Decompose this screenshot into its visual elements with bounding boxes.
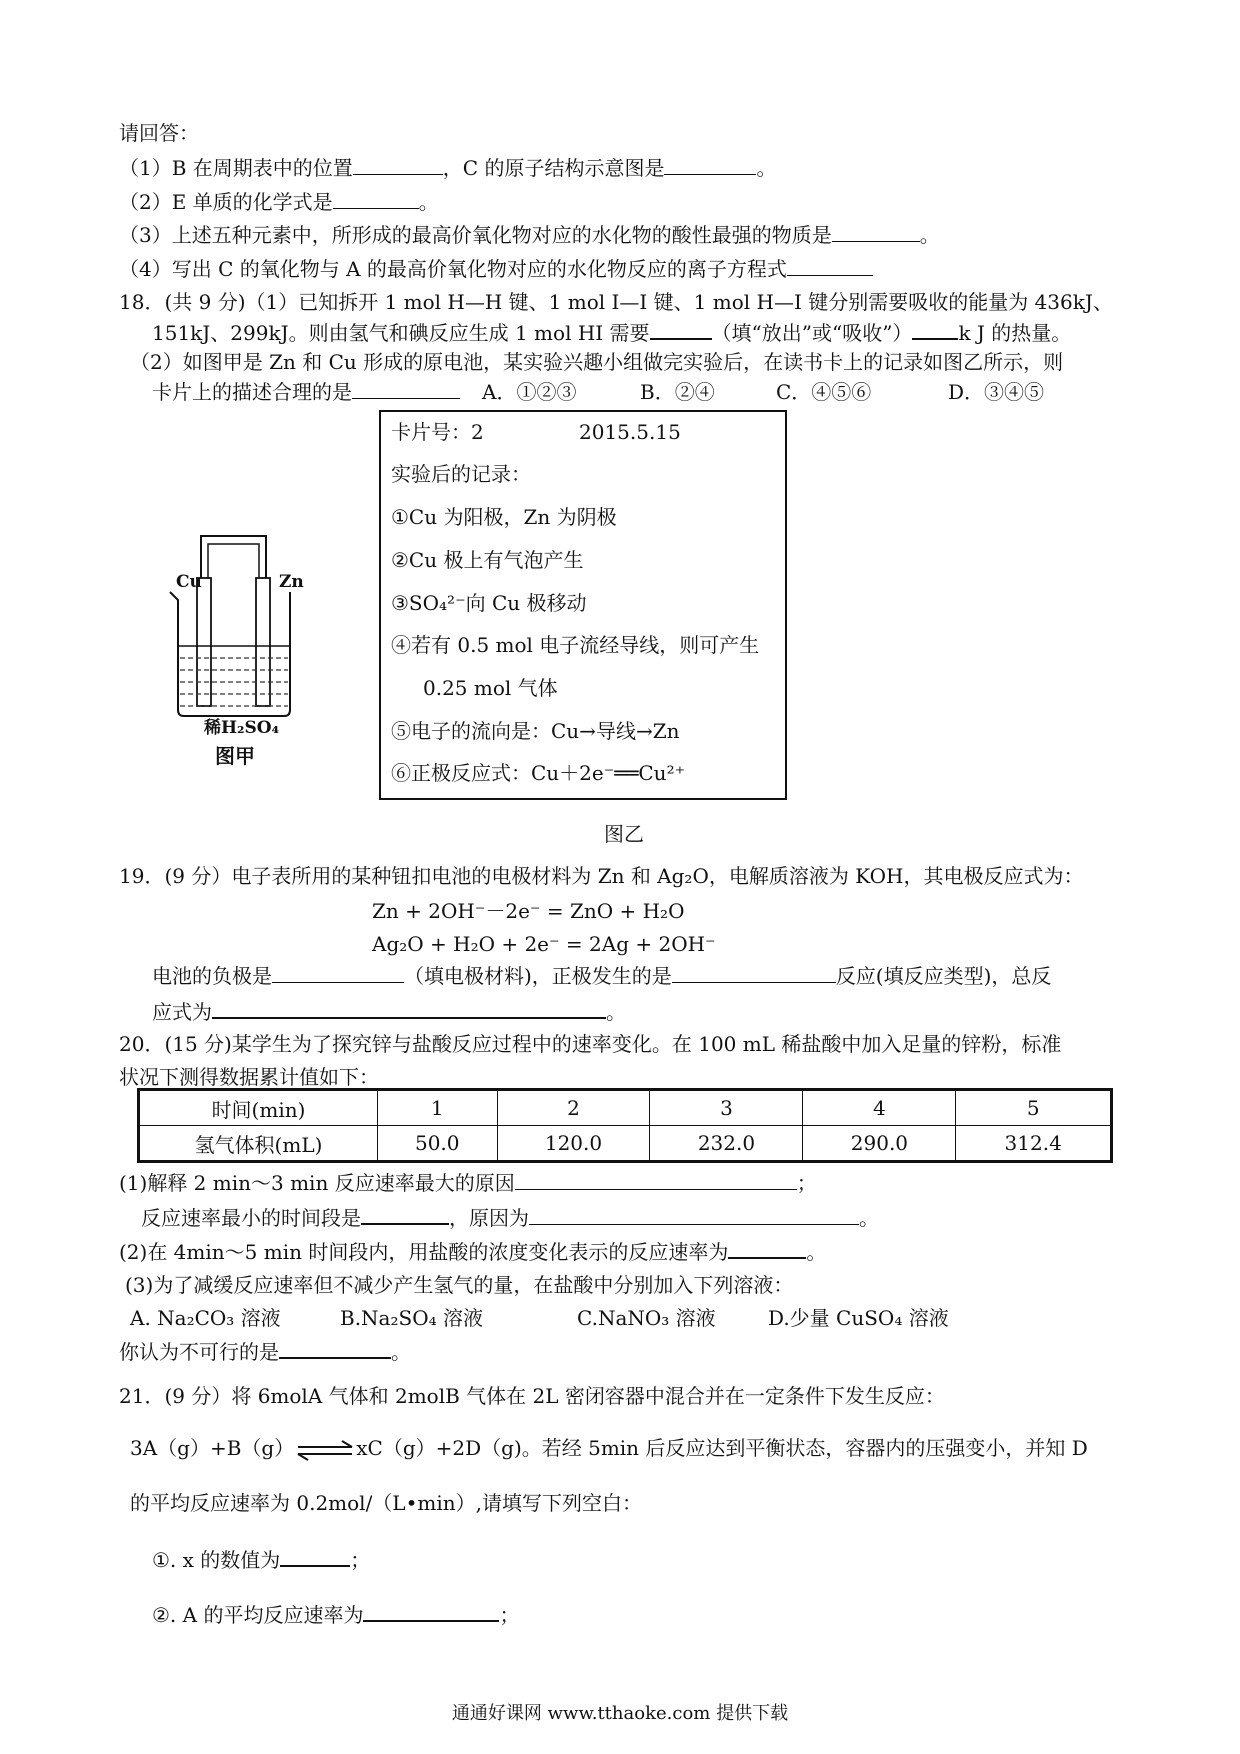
q21-line1: 21．(9 分）将 6molA 气体和 2molB 气体在 2L 密闭容器中混合并在一定条件下发生反应： [119, 1384, 945, 1408]
q17-part4: （4）写出 C 的氧化物与 A 的最高价氧化物对应的水化物反应的离子方程式 [119, 255, 873, 283]
table-cell: 290.0 [803, 1126, 956, 1162]
record-card [379, 410, 787, 800]
q18-option-a: A．①②③ [482, 380, 577, 404]
card-item-6: ⑥正极反应式：Cu＋2e⁻══Cu²⁺ [391, 761, 686, 785]
figure-b-caption: 图乙 [604, 822, 644, 846]
zn-label: Zn [279, 572, 304, 592]
card-item-4: ④若有 0.5 mol 电子流经导线，则可产生 [391, 633, 760, 657]
q20-option-d: D.少量 CuSO₄ 溶液 [768, 1306, 949, 1330]
q18-line1: 18．(共 9 分)（1）已知拆开 1 mol H—H 键、1 mol I—I 键、1 mol H—I 键分别需要吸收的能量为 436kJ、 [119, 290, 1113, 314]
card-item-5: ⑤电子的流向是：Cu→导线→Zn [391, 719, 680, 743]
q20-line2: 状况下测得数据累计值如下： [119, 1065, 379, 1089]
q21-sub2: ②. A 的平均反应速率为 ； [152, 1600, 519, 1629]
q19-line2: 电池的负极是 （填电极材料)，正极发生的是 反应(填反应类型)，总反 [152, 964, 1052, 988]
q20-option-c: C.NaNO₃ 溶液 [577, 1306, 716, 1330]
q18-line2: 151kJ、299kJ。则由氢气和碘反应生成 1 mol HI 需要 （填“放出”或“吸收”） k J 的热量。 [152, 318, 1071, 347]
table-cell: 1 [378, 1090, 498, 1126]
q18-option-b: B．②④ [640, 380, 715, 404]
intro-text: 请回答： [119, 121, 199, 145]
q19-line1: 19．(9 分）电子表所用的某种钮扣电池的电极材料为 Zn 和 Ag₂O，电解质溶液为 KOH，其电极反应式为： [119, 864, 1084, 888]
card-item-4-cont: 0.25 mol 气体 [423, 676, 558, 700]
table-cell: 50.0 [378, 1126, 498, 1162]
table-header-cell: 时间(min) [139, 1090, 378, 1126]
q21-line3: 的平均反应速率为 0.2mol/（L•min）,请填写下列空白： [130, 1491, 642, 1515]
q19-line3: 应式为 。 [152, 997, 626, 1026]
table-row [139, 1126, 1112, 1162]
q17-part3: （3）上述五种元素中，所形成的最高价氧化物对应的水化物的酸性最强的物质是 。 [119, 223, 940, 247]
q19-equation-1: Zn + 2OH⁻－2e⁻ = ZnO + H₂O [372, 899, 685, 923]
q19-equation-2: Ag₂O + H₂O + 2e⁻ = 2Ag + 2OH⁻ [372, 932, 716, 956]
q20-option-b: B.Na₂SO₄ 溶液 [340, 1306, 483, 1330]
table-row [139, 1090, 1112, 1126]
q20-part2: (2)在 4min～5 min 时间段内，用盐酸的浓度变化表示的反应速率为 。 [119, 1237, 826, 1266]
table-cell: 312.4 [956, 1126, 1112, 1162]
q18-line3: （2）如图甲是 Zn 和 Cu 形成的原电池，某实验兴趣小组做完实验后，在读书卡上的记录如图乙所示，则 [130, 350, 1064, 374]
table-cell: 4 [803, 1090, 956, 1126]
galvanic-cell-diagram [168, 530, 308, 730]
q18-line4: 卡片上的描述合理的是 [152, 378, 460, 406]
q17-part1: （1）B 在周期表中的位置 ，C 的原子结构示意图是 。 [119, 156, 777, 180]
table-cell: 3 [650, 1090, 803, 1126]
solution-label: 稀H₂SO₄ [204, 718, 280, 738]
q20-line1: 20．(15 分)某学生为了探究锌与盐酸反应过程中的速率变化。在 100 mL 稀盐酸中加入足量的锌粉，标准 [119, 1032, 1062, 1056]
table-cell: 120.0 [497, 1126, 650, 1162]
table-cell: 232.0 [650, 1126, 803, 1162]
q20-part3: (3)为了减缓反应速率但不减少产生氢气的量，在盐酸中分别加入下列溶液： [125, 1273, 794, 1297]
table-header-cell: 氢气体积(mL) [139, 1126, 378, 1162]
table-cell: 5 [956, 1090, 1112, 1126]
footer-text: 通通好课网 www.tthaoke.com 提供下载 [451, 1703, 789, 1724]
card-date: 2015.5.15 [579, 420, 681, 444]
equilibrium-arrow-icon [294, 1439, 356, 1461]
card-title: 实验后的记录： [391, 462, 531, 486]
q18-option-d: D．③④⑤ [948, 380, 1045, 404]
card-item-3: ③SO₄²⁻向 Cu 极移动 [391, 591, 587, 615]
cu-label: Cu [176, 572, 202, 592]
q18-option-c: C．④⑤⑥ [776, 380, 872, 404]
data-table [137, 1088, 1113, 1163]
q21-sub1: ①. x 的数值为 ； [152, 1545, 370, 1574]
table-cell: 2 [497, 1090, 650, 1126]
q17-part2: （2）E 单质的化学式是 。 [119, 190, 439, 214]
figure-a-caption: 图甲 [215, 744, 255, 768]
q20-part1: (1)解释 2 min～3 min 反应速率最大的原因 ； [119, 1171, 817, 1195]
q21-line2: 3A（g）+B（g） xC（g）+2D（g)。若经 5min 后反应达到平衡状态，容器内的压强变小，并知 D [130, 1436, 1088, 1460]
q20-part1-b: 反应速率最小的时间段是 ，原因为 。 [141, 1203, 879, 1232]
card-item-1: ①Cu 为阳极，Zn 为阴极 [391, 505, 617, 529]
q20-option-a: A. Na₂CO₃ 溶液 [130, 1306, 281, 1330]
card-number: 卡片号：2 [391, 420, 484, 444]
q20-part4: 你认为不可行的是 。 [119, 1337, 411, 1366]
card-item-2: ②Cu 极上有气泡产生 [391, 548, 584, 572]
